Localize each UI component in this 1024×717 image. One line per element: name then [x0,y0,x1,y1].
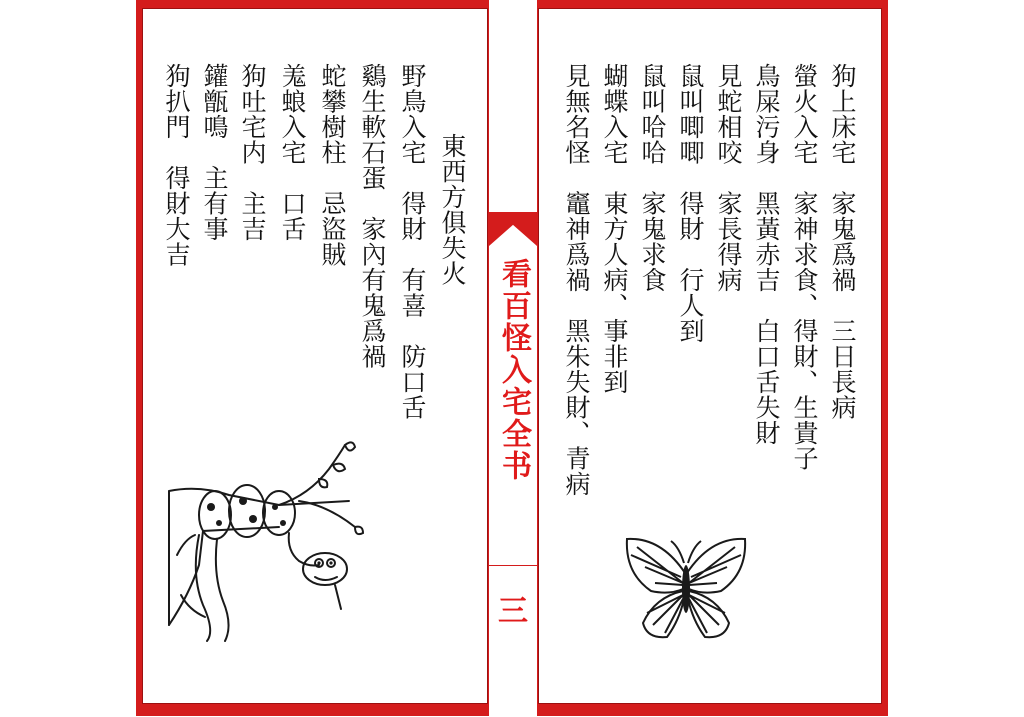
text-column: 蛇攀樹柱 忌盜賊 [318,63,347,267]
text-column: 鷄生軟石蛋 家內有鬼爲禍 [358,63,387,369]
text-column: 狗扒門 得財大吉 [162,63,191,267]
text-column: 見蛇相咬 家長得病 [714,63,743,293]
book-spine [488,0,538,716]
text-column: 螢火入宅 家神求食、得財、生貴子 [790,63,819,471]
text-column: 狗吐宅内 主吉 [238,63,267,242]
text-column: 野鳥入宅 得財 有喜 防口舌 [398,63,427,420]
text-column: 蝴蝶入宅 東方人病、事非到 [600,63,629,395]
right-page [538,8,882,704]
text-column: 鳥屎污身 黑黃赤吉 白口舌失財 [752,63,781,446]
left-page-heading: 東西方俱失火 [438,133,467,286]
left-page [142,8,488,704]
snake-on-branch-illustration [159,435,389,645]
butterfly-illustration [621,533,751,645]
text-column: 狗上床宅 家鬼爲禍 三日長病 [828,63,857,420]
text-column: 羗蜋入宅 口舌 [278,63,307,242]
book-frame [136,0,888,716]
book-title: 看百怪入宅全书 [496,258,531,482]
page-number: 三 [498,594,528,629]
text-column: 鑵甑鳴 主有事 [200,63,229,242]
text-column: 鼠叫唧唧 得財 行人到 [676,63,705,344]
text-column: 見無名怪 竈神爲禍 黑朱失財、青病 [562,63,591,497]
text-column: 鼠叫哈哈 家鬼求食 [638,63,667,293]
